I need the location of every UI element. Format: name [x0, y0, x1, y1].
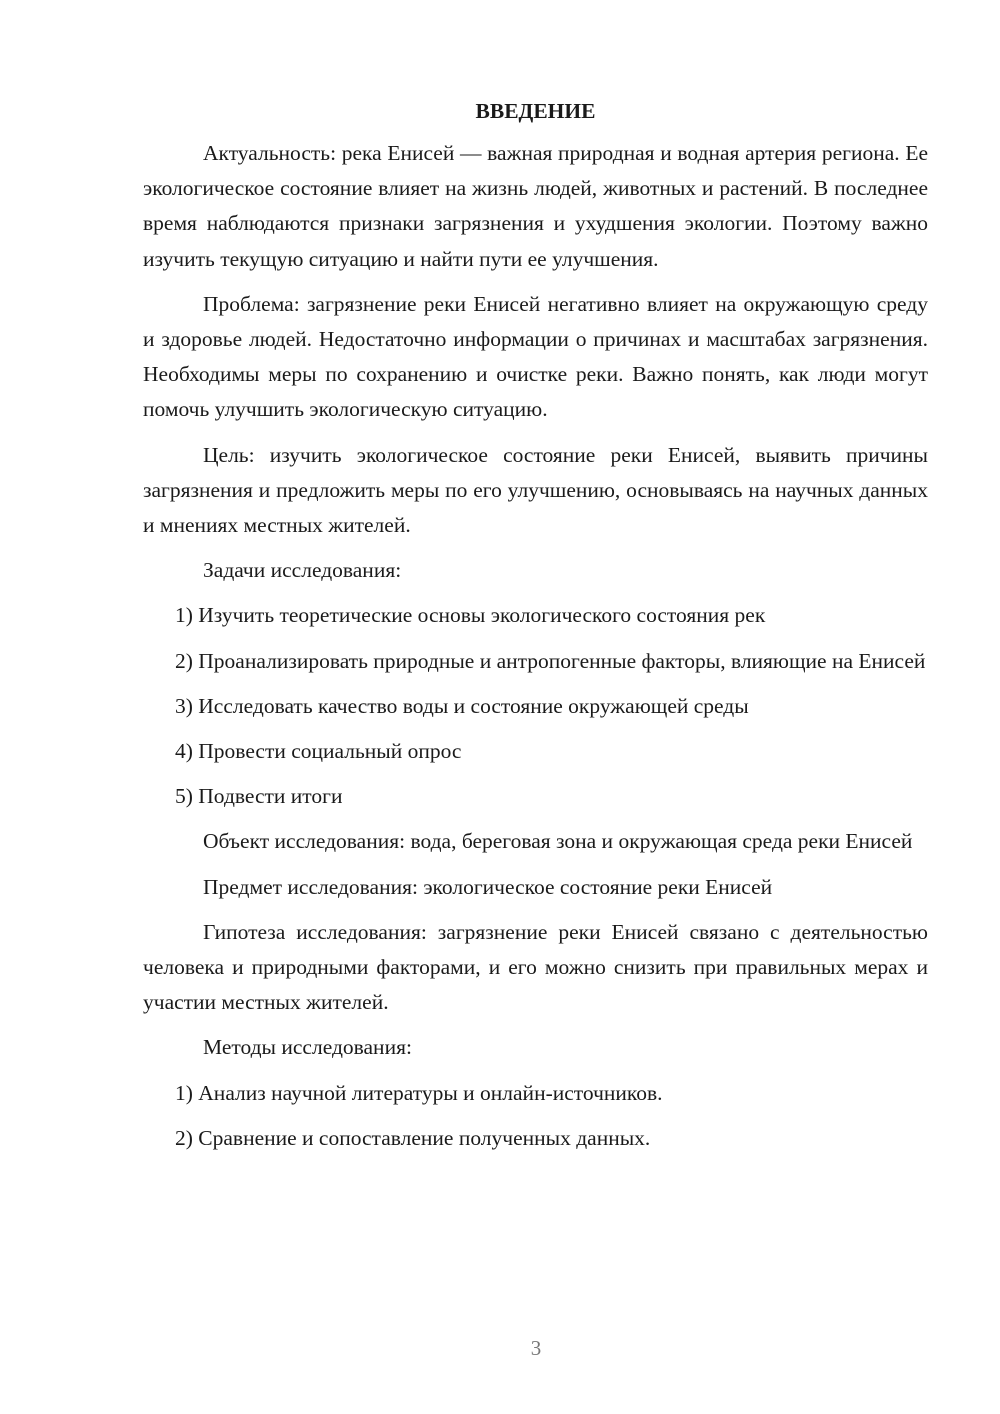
section-title: ВВЕДЕНИЕ: [475, 99, 596, 123]
paragraph-tasks-heading: Задачи исследования:: [203, 558, 402, 583]
paragraph-problem: Проблема: загрязнение реки Енисей негативно влияет на окружающую среду и здоровье людей. Недостаточно информации о причинах и масштабах загрязнения. Необходимы меры по сохранению и очистке реки. Важно понять, как люди могут помочь улучшить экологическую ситуацию.: [143, 291, 928, 422]
list-item-task-3: 3) Исследовать качество воды и состояние окружающей среды: [175, 693, 749, 718]
list-item-task-4: 4) Провести социальный опрос: [175, 739, 462, 764]
list-item-method-1: 1) Анализ научной литературы и онлайн-источников.: [175, 1080, 663, 1105]
list-item-task-5: 5) Подвести итоги: [175, 784, 343, 809]
list-item-task-2: 2) Проанализировать природные и антропогенные факторы, влияющие на Енисей: [175, 648, 926, 673]
paragraph-relevance: Актуальность: река Енисей — важная природная и водная артерия региона. Ее экологическое состояние влияет на жизнь людей, животных и растений. В последнее время наблюдаются признаки загрязнения и ухудшения экологии. Поэтому важно изучить текущую ситуацию и найти пути ее улучшения.: [143, 141, 928, 271]
list-item-task-1: 1) Изучить теоретические основы экологического состояния рек: [175, 603, 766, 628]
paragraph-hypothesis: Гипотеза исследования: загрязнение реки Енисей связано с деятельностью человека и природными факторами, и его можно снизить при правильных мерах и участии местных жителей.: [143, 919, 928, 1015]
list-item-method-2: 2) Сравнение и сопоставление полученных данных.: [175, 1125, 651, 1150]
paragraph-methods-heading: Методы исследования:: [203, 1035, 412, 1060]
document-page: [143, 96, 928, 1166]
paragraph-subject: Предмет исследования: экологическое состояние реки Енисей: [203, 874, 773, 899]
paragraph-goal: Цель: изучить экологическое состояние реки Енисей, выявить причины загрязнения и предложить меры по его улучшению, основываясь на научных данных и мнениях местных жителей.: [143, 442, 928, 538]
page-number: 3: [530, 1336, 542, 1360]
paragraph-object: Объект исследования: вода, береговая зона и окружающая среда реки Енисей: [203, 829, 913, 854]
